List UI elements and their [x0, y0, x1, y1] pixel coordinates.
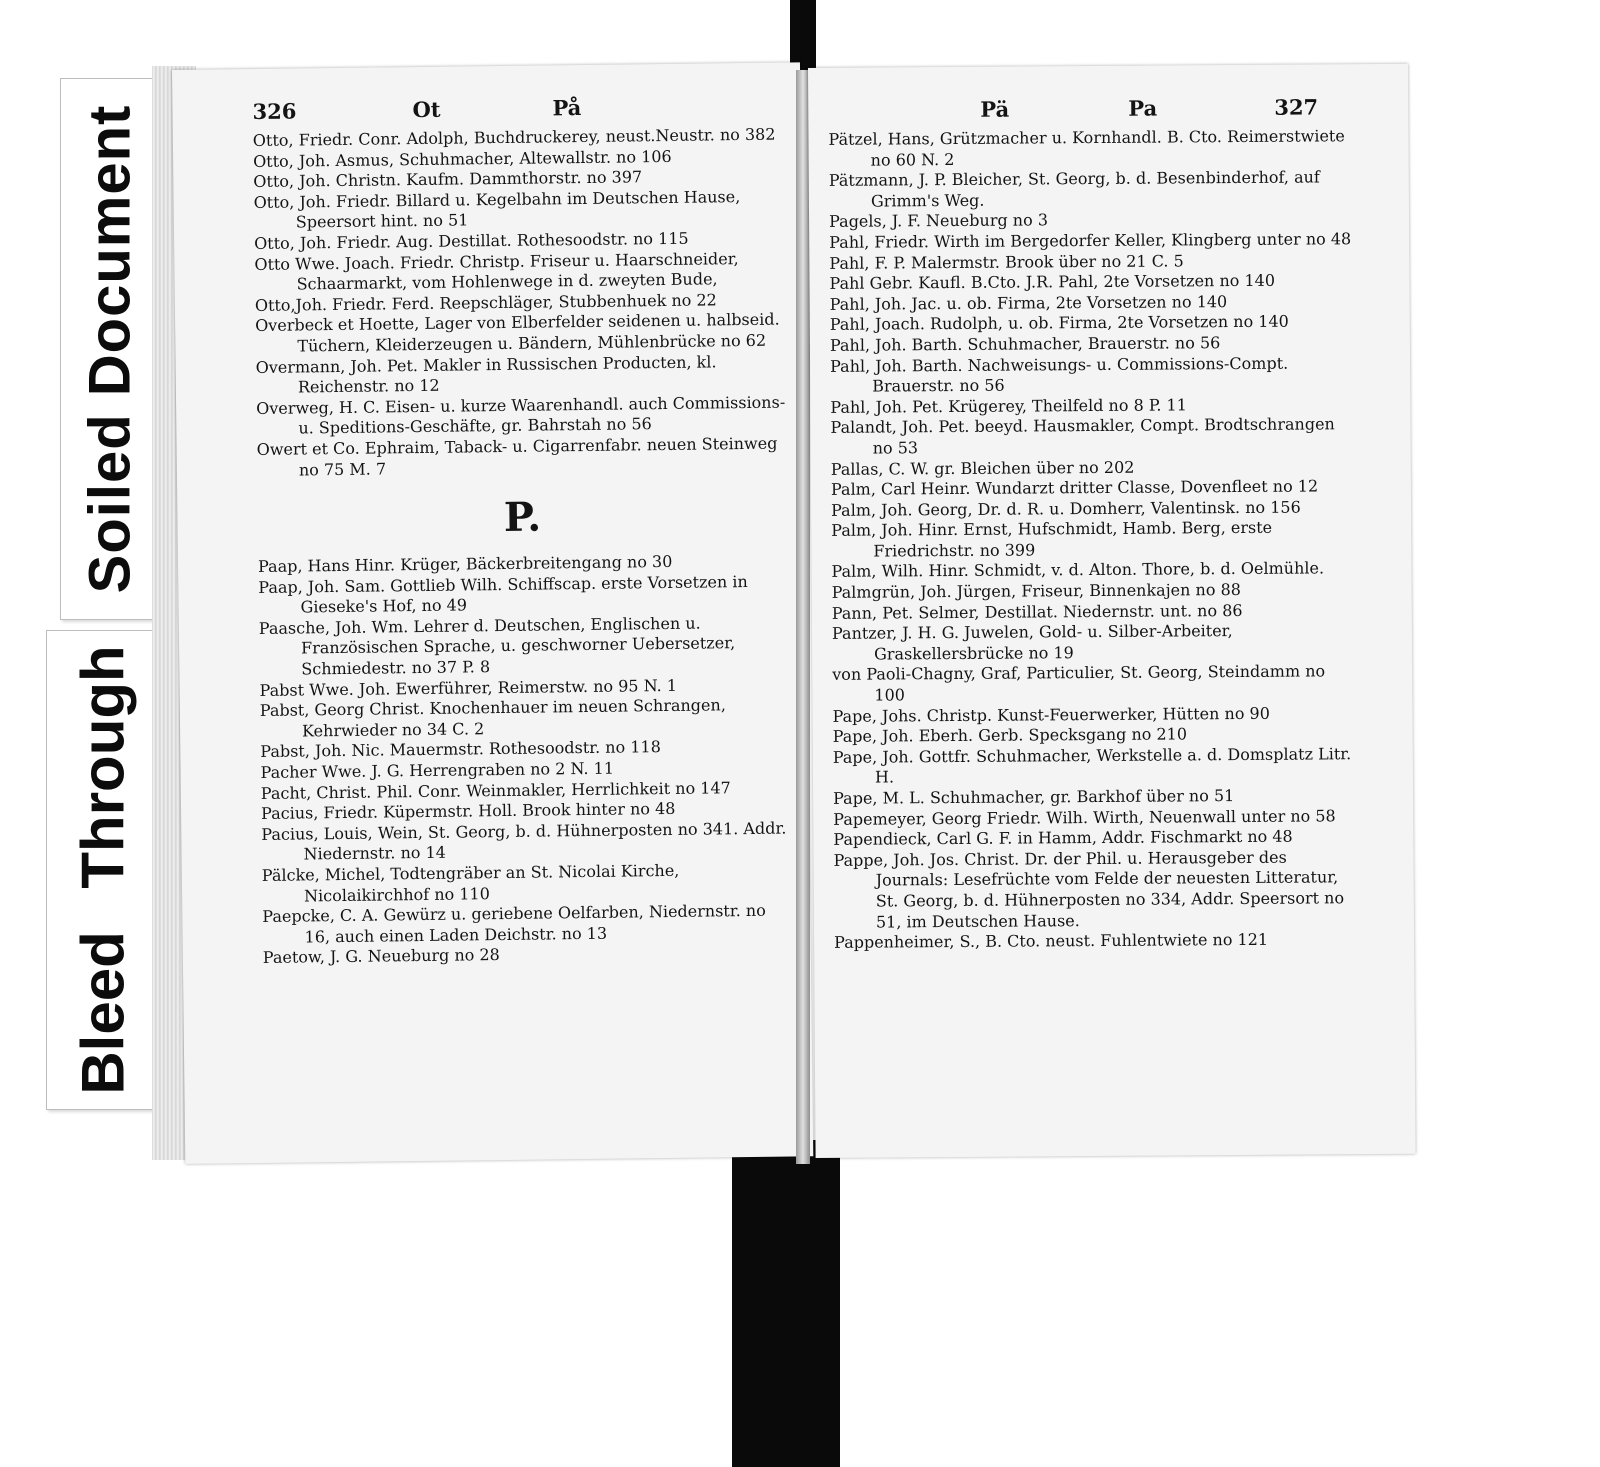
directory-entry: Paasche, Joh. Wm. Lehrer d. Deutschen, Englischen u. Französischen Sprache, u. geschworner Uebersetzer, Schmiedestr. no 37 P. 8 — [258, 613, 736, 679]
directory-entry: Pahl, F. P. Malermstr. Brook über no 21 C. 5 — [829, 250, 1184, 273]
directory-entry: Pacher Wwe. J. G. Herrengraben no 2 N. 11 — [260, 758, 615, 783]
left-page — [172, 62, 813, 1164]
right-page — [808, 64, 1416, 1158]
directory-entry: Overmann, Joh. Pet. Makler in Russischen Producten, kl. Reichenstr. no 12 — [255, 351, 717, 397]
directory-entry: Pape, Joh. Gottfr. Schuhmacher, Werkstelle a. d. Domsplatz Litr. H. — [832, 744, 1352, 787]
directory-entry: Pallas, C. W. gr. Bleichen über no 202 — [830, 457, 1135, 479]
directory-entry: Otto, Joh. Friedr. Aug. Destillat. Rothesoodstr. no 115 — [254, 228, 689, 253]
directory-entry: Pahl, Joh. Jac. u. ob. Firma, 2te Vorsetzen no 140 — [829, 291, 1228, 314]
entries-after-letter — [258, 551, 793, 969]
directory-entry: Pacius, Louis, Wein, St. Georg, b. d. Hühnerposten no 341. Addr. Niedernstr. no 14 — [261, 818, 787, 864]
running-head-left-word: Pä — [980, 96, 1010, 122]
soiled-document-label — [60, 78, 160, 620]
directory-entry: Overweg, H. C. Eisen- u. kurze Waarenhandl. auch Commissions- u. Speditions-Geschäfte, gr. Bahrstah no 56 — [256, 392, 786, 438]
directory-entry: Pätzel, Hans, Grützmacher u. Kornhandl. B. Cto. Reimerstwiete no 60 N. 2 — [828, 126, 1345, 170]
directory-entry: Otto, Friedr. Conr. Adolph, Buchdruckerey, neust.Neustr. no 382 — [252, 124, 776, 151]
directory-entry: Otto,Joh. Friedr. Ferd. Reepschläger, Stubbenhuek no 22 — [254, 290, 717, 315]
directory-entry: Pappenheimer, S., B. Cto. neust. Fuhlentwiete no 121 — [834, 929, 1269, 952]
film-strip-bottom — [732, 1140, 840, 1467]
page-number-right: 327 — [1274, 94, 1319, 120]
left-entry-list — [253, 125, 793, 969]
directory-entry: Pacht, Christ. Phil. Conr. Weinmakler, Herrlichkeit no 147 — [260, 777, 731, 803]
directory-entry: Pape, M. L. Schuhmacher, gr. Barkhof über no 51 — [833, 786, 1235, 808]
section-letter-heading: P. — [503, 493, 542, 542]
directory-entry: Pappe, Joh. Jos. Christ. Dr. der Phil. u. Herausgeber des Journals: Lesefrüchte vom Felde der neuesten Litteratur, St. Georg, b. d. Hühnerposten no 334, Addr. Speersort no 51, im Deutschen Hause. — [833, 847, 1345, 932]
book-gutter — [796, 70, 810, 1164]
directory-entry: Pantzer, J. H. G. Juwelen, Gold- u. Silber-Arbeiter, Graskellersbrücke no 19 — [831, 621, 1233, 664]
directory-entry: Palm, Joh. Georg, Dr. d. R. u. Domherr, Valentinsk. no 156 — [831, 497, 1301, 520]
bleed-through-label — [46, 630, 160, 1110]
directory-entry: Paap, Hans Hinr. Krüger, Bäckerbreitengang no 30 — [257, 552, 673, 577]
directory-entry: Pahl, Joh. Barth. Nachweisungs- u. Commissions-Compt. Brauerstr. no 56 — [830, 353, 1289, 396]
directory-entry: Paepcke, C. A. Gewürz u. geriebene Oelfarben, Niedernstr. no 16, auch einen Laden Deichstr. no 13 — [262, 900, 766, 947]
directory-entry: Pape, Joh. Eberh. Gerb. Specksgang no 210 — [832, 724, 1188, 747]
directory-entry: Palm, Wilh. Hinr. Schmidt, v. d. Alton. Thore, b. d. Oelmühle. — [831, 558, 1325, 582]
directory-entry: Otto, Joh. Friedr. Billard u. Kegelbahn im Deutschen Hause, Speersort hint. no 51 — [253, 186, 741, 232]
directory-entry: Pätzmann, J. P. Bleicher, St. Georg, b. d. Besenbinderhof, auf Grimm's Weg. — [828, 167, 1320, 211]
directory-entry: Palandt, Joh. Pet. beeyd. Hausmakler, Compt. Brodtschrangen no 53 — [830, 414, 1335, 458]
entries-before-letter — [253, 125, 787, 482]
running-head-left-word: Ot — [412, 96, 441, 123]
directory-entry: Otto, Joh. Christn. Kaufm. Dammthorstr. no 397 — [253, 167, 643, 192]
directory-entry: von Paoli-Chagny, Graf, Particulier, St. Georg, Steindamm no 100 — [832, 661, 1326, 705]
running-head-right-word: Pa — [1128, 95, 1158, 121]
directory-entry: Owert et Co. Ephraim, Taback- u. Cigarrenfabr. neuen Steinweg no 75 M. 7 — [256, 433, 778, 479]
directory-entry: Pahl, Friedr. Wirth im Bergedorfer Keller, Klingberg unter no 48 — [829, 229, 1352, 252]
directory-entry: Palm, Carl Heinr. Wundarzt dritter Classe, Dovenfleet no 12 — [830, 476, 1319, 499]
directory-entry: Pahl Gebr. Kaufl. B.Cto. J.R. Pahl, 2te Vorsetzen no 140 — [829, 270, 1276, 294]
running-head-right-word: På — [552, 95, 582, 121]
directory-entry: Palmgrün, Joh. Jürgen, Friseur, Binnenkajen no 88 — [831, 580, 1241, 602]
directory-entry: Papendieck, Carl G. F. in Hamm, Addr. Fischmarkt no 48 — [833, 826, 1293, 850]
soiled-document-text: Soiled Document — [77, 104, 143, 594]
directory-entry: Pacius, Friedr. Küpermstr. Holl. Brook hinter no 48 — [260, 799, 676, 824]
directory-entry: Pabst, Georg Christ. Knochenhauer im neuen Schrangen, Kehrwieder no 34 C. 2 — [259, 695, 726, 741]
directory-entry: Pahl, Joh. Pet. Krügerey, Theilfeld no 8 P. 11 — [830, 395, 1187, 417]
directory-entry: Pagels, J. F. Neueburg no 3 — [829, 210, 1049, 232]
directory-entry: Otto, Joh. Asmus, Schuhmacher, Altewallstr. no 106 — [253, 146, 672, 171]
directory-entry: Overbeck et Hoette, Lager von Elberfelder seidenen u. halbseid. Tüchern, Kleiderzeugen u. Bändern, Mühlenbrücke no 62 — [255, 309, 780, 356]
directory-entry: Pape, Johs. Christp. Kunst-Feuerwerker, Hütten no 90 — [832, 703, 1270, 726]
page-number-left: 326 — [252, 98, 297, 125]
directory-entry: Pann, Pet. Selmer, Destillat. Niedernstr. unt. no 86 — [831, 600, 1243, 623]
directory-entry: Pahl, Joh. Barth. Schuhmacher, Brauerstr. no 56 — [829, 333, 1221, 355]
directory-entry: Papemeyer, Georg Friedr. Wilh. Wirth, Neuenwall unter no 58 — [833, 805, 1336, 829]
directory-entry: Pälcke, Michel, Todtengräber an St. Nicolai Kirche, Nicolaikirchhof no 110 — [261, 860, 680, 906]
directory-entry: Pabst, Joh. Nic. Mauermstr. Rothesoodstr. no 118 — [260, 737, 661, 762]
directory-entry: Pahl, Joach. Rudolph, u. ob. Firma, 2te Vorsetzen no 140 — [829, 311, 1289, 335]
directory-entry: Paetow, J. G. Neueburg no 28 — [262, 945, 500, 968]
directory-entry: Palm, Joh. Hinr. Ernst, Hufschmidt, Hamb. Berg, erste Friedrichstr. no 399 — [831, 518, 1273, 561]
right-entry-list — [828, 126, 1362, 953]
directory-entry: Otto Wwe. Joach. Friedr. Christp. Friseur u. Haarschneider, Schaarmarkt, vom Hohlenwege in d. zweyten Bude, — [254, 248, 739, 294]
bleed-through-text: Bleed Through — [69, 645, 137, 1095]
directory-entry: Paap, Joh. Sam. Gottlieb Wilh. Schiffscap. erste Vorsetzen in Gieseke's Hof, no 49 — [258, 571, 748, 617]
directory-entry: Pabst Wwe. Joh. Ewerführer, Reimerstw. no 95 N. 1 — [259, 675, 678, 700]
